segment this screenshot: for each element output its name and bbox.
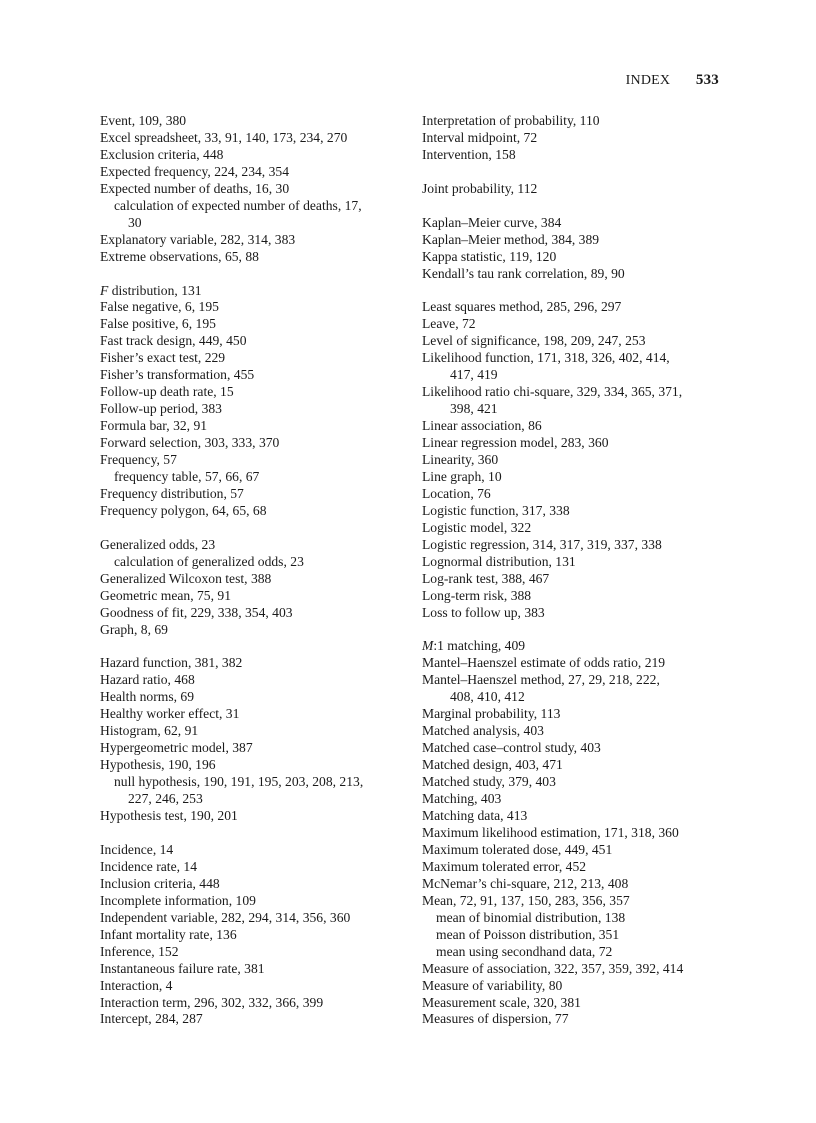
index-column-right [422,113,722,1028]
index-entry: Instantaneous failure rate, 381 [100,960,265,976]
index-entry: Matched study, 379, 403 [422,774,556,790]
index-entry: Follow-up period, 383 [100,401,222,417]
index-subentry: mean using secondhand data, 72 [436,943,613,959]
index-entry: Formula bar, 32, 91 [100,418,208,434]
index-entry: Interval midpoint, 72 [422,129,538,145]
index-entry: Kendall’s tau rank correlation, 89, 90 [422,265,625,281]
index-entry: Explanatory variable, 282, 314, 383 [100,231,296,247]
index-entry: Matching, 403 [422,791,502,807]
page-number: 533 [695,72,719,88]
index-entry: Joint probability, 112 [422,180,538,196]
index-entry: Measure of variability, 80 [422,977,563,993]
index-entry: Excel spreadsheet, 33, 91, 140, 173, 234, 270 [100,129,348,145]
section-gap [100,520,400,537]
index-subentry: mean of binomial distribution, 138 [436,909,626,925]
index-subentry: calculation of generalized odds, 23 [114,553,304,569]
section-gap [422,164,722,181]
index-entry: Location, 76 [422,485,491,501]
entry-text: distribution, 131 [108,282,202,298]
index-subentry: calculation of expected number of deaths, 17, [114,197,362,213]
index-entry: Loss to follow up, 383 [422,604,545,620]
index-entry: Expected number of deaths, 16, 30 [100,180,290,196]
index-entry: Matched design, 403, 471 [422,757,563,773]
index-entry: Kaplan–Meier curve, 384 [422,214,562,230]
index-entry: Maximum likelihood estimation, 171, 318, 360 [422,824,679,840]
index-entry: Healthy worker effect, 31 [100,706,240,722]
index-entry: Generalized odds, 23 [100,536,216,552]
index-entry: Hazard ratio, 468 [100,672,195,688]
index-entry: Expected frequency, 224, 234, 354 [100,163,289,179]
entry-text: :1 matching, 409 [433,638,526,654]
italic-letter: F [100,282,109,298]
index-entry: Frequency polygon, 64, 65, 68 [100,502,267,518]
index-entry: Incomplete information, 109 [100,892,256,908]
index-entry: Frequency, 57 [100,452,177,468]
index-entry: Extreme observations, 65, 88 [100,248,259,264]
index-entry: Interpretation of probability, 110 [422,113,600,128]
index-continuation: 30 [128,214,142,230]
index-entry: McNemar’s chi-square, 212, 213, 408 [422,875,629,891]
index-entry [100,283,400,300]
index-entry: Lognormal distribution, 131 [422,553,576,569]
index-column-left [100,113,400,1028]
index-entry: Health norms, 69 [100,689,195,705]
index-entry: Fisher’s exact test, 229 [100,350,226,366]
italic-letter: M [422,638,434,654]
index-entry: Linear association, 86 [422,418,542,434]
index-entry: Fisher’s transformation, 455 [100,367,255,383]
index-entry: Long-term risk, 388 [422,587,532,603]
index-entry: Logistic regression, 314, 317, 319, 337, 338 [422,536,662,552]
index-entry: Matched case–control study, 403 [422,740,601,756]
index-entry: Linearity, 360 [422,452,499,468]
index-entry: Fast track design, 449, 450 [100,333,247,349]
index-entry: Interaction term, 296, 302, 332, 366, 399 [100,994,324,1010]
index-entry: Hypothesis test, 190, 201 [100,808,238,824]
index-subentry: null hypothesis, 190, 191, 195, 203, 208, 213, [114,774,364,790]
index-entry: Measure of association, 322, 357, 359, 392, 414 [422,960,684,976]
index-entry: Infant mortality rate, 136 [100,926,237,942]
index-entry: Graph, 8, 69 [100,621,168,637]
index-entry: Intervention, 158 [422,146,516,162]
index-entry: Kaplan–Meier method, 384, 389 [422,231,600,247]
index-entry: Mean, 72, 91, 137, 150, 283, 356, 357 [422,892,630,908]
index-entry: Matching data, 413 [422,808,528,824]
index-entry: Logistic model, 322 [422,519,532,535]
index-entry: Hypothesis, 190, 196 [100,757,216,773]
index-entry: Goodness of fit, 229, 338, 354, 403 [100,604,293,620]
index-entry: Incidence rate, 14 [100,858,197,874]
section-gap [100,639,400,656]
index-continuation: 417, 419 [450,367,498,383]
index-entry: Independent variable, 282, 294, 314, 356, 360 [100,909,351,925]
index-entry: Likelihood function, 171, 318, 326, 402, 414, [422,350,670,366]
index-entry: Line graph, 10 [422,468,502,484]
index-entry: Intercept, 284, 287 [100,1011,203,1027]
index-entry: Incidence, 14 [100,841,174,857]
index-entry: Inclusion criteria, 448 [100,875,220,891]
index-entry: Mantel–Haenszel estimate of odds ratio, 219 [422,655,666,671]
index-continuation: 398, 421 [450,401,498,417]
index-entry: Hazard function, 381, 382 [100,655,243,671]
index-entry: Follow-up death rate, 15 [100,384,234,400]
index-entry: Least squares method, 285, 296, 297 [422,299,622,315]
section-gap [100,266,400,283]
index-entry: Hypergeometric model, 387 [100,740,253,756]
header-label: INDEX [625,73,671,88]
index-entry: Event, 109, 380 [100,113,187,128]
index-continuation: 227, 246, 253 [128,791,203,807]
index-entry: Inference, 152 [100,943,179,959]
index-entry: False positive, 6, 195 [100,316,216,332]
index-entry: Interaction, 4 [100,977,173,993]
section-gap [422,283,722,300]
index-entry: False negative, 6, 195 [100,299,219,315]
index-entry: Kappa statistic, 119, 120 [422,248,557,264]
index-entry: Marginal probability, 113 [422,706,561,722]
section-gap [100,825,400,842]
index-entry: Logistic function, 317, 338 [422,502,570,518]
index-entry: Leave, 72 [422,316,476,332]
index-entry: Forward selection, 303, 333, 370 [100,435,280,451]
index-entry: Generalized Wilcoxon test, 388 [100,570,272,586]
index-subentry: mean of Poisson distribution, 351 [436,926,620,942]
index-entry: Exclusion criteria, 448 [100,146,224,162]
index-entry: Frequency distribution, 57 [100,485,244,501]
index-entry: Linear regression model, 283, 360 [422,435,609,451]
index-entry [422,638,722,655]
index-entry: Log-rank test, 388, 467 [422,570,550,586]
index-entry: Measures of dispersion, 77 [422,1011,569,1027]
section-gap [422,198,722,215]
index-entry: Geometric mean, 75, 91 [100,587,231,603]
index-entry: Likelihood ratio chi-square, 329, 334, 365, 371, [422,384,683,400]
running-header [626,72,719,89]
index-entry: Matched analysis, 403 [422,723,544,739]
index-entry: Maximum tolerated dose, 449, 451 [422,841,613,857]
index-entry: Level of significance, 198, 209, 247, 253 [422,333,646,349]
index-entry: Maximum tolerated error, 452 [422,858,587,874]
section-gap [422,622,722,639]
index-entry: Measurement scale, 320, 381 [422,994,581,1010]
index-continuation: 408, 410, 412 [450,689,525,705]
index-entry: Histogram, 62, 91 [100,723,199,739]
index-entry: Mantel–Haenszel method, 27, 29, 218, 222, [422,672,660,688]
index-subentry: frequency table, 57, 66, 67 [114,469,260,484]
